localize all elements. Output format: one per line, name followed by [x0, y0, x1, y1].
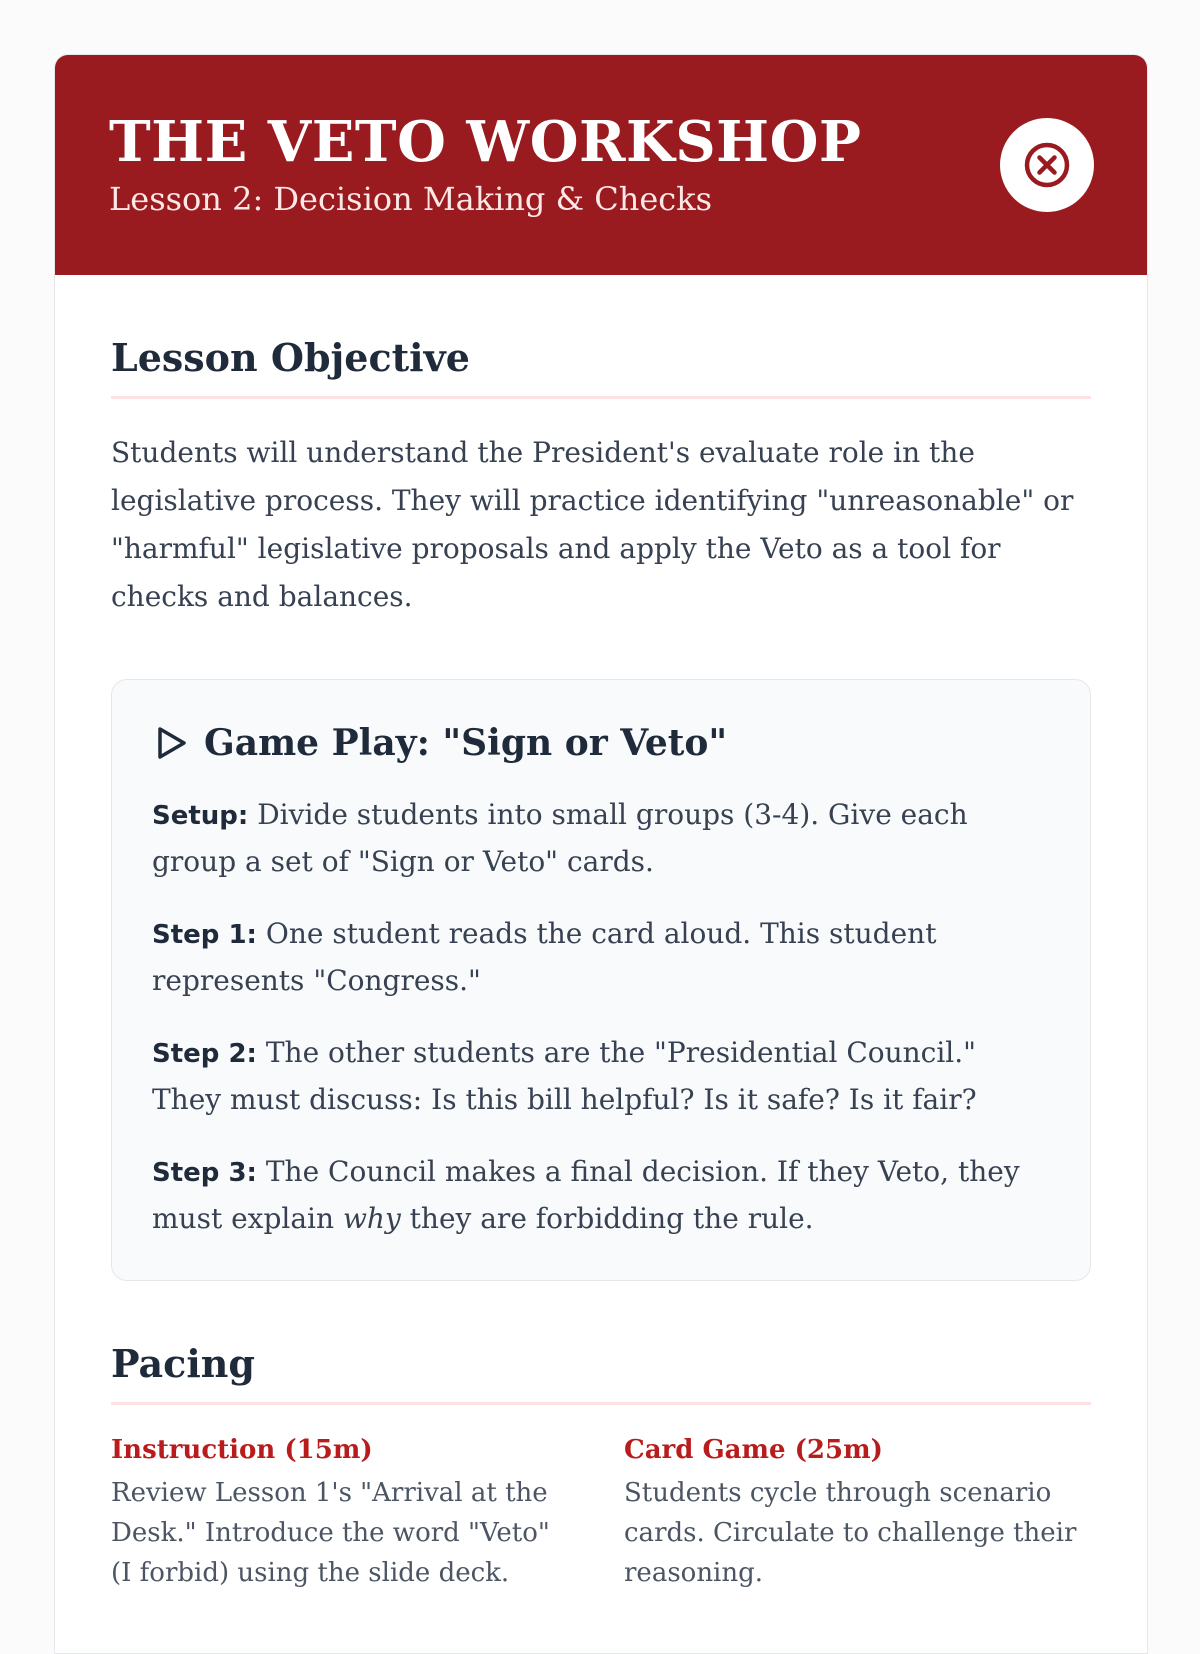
game-play-box: [111, 679, 1091, 1281]
close-circle-icon: [1022, 140, 1072, 190]
game-step-setup: [152, 792, 1050, 885]
lesson-header: [55, 55, 1147, 275]
step-label: Setup:: [152, 801, 249, 831]
pacing-heading: Card Game (25m): [624, 1435, 883, 1465]
pacing-grid: [111, 1435, 1091, 1593]
pacing-text: Review Lesson 1's "Arrival at the Desk." Introduce the word "Veto" (I forbid) using the slide deck.: [111, 1478, 550, 1588]
step-label: Step 2:: [152, 1039, 257, 1069]
game-step-3: [152, 1149, 1050, 1242]
pacing-item-instruction: [111, 1435, 578, 1593]
game-step-1: [152, 911, 1050, 1004]
game-heading: [152, 722, 1050, 764]
step-text: The other students are the "Presidential Council." They must discuss: Is this bill helpful? Is it safe? Is it fair?: [152, 1036, 977, 1116]
play-icon: [152, 724, 190, 762]
lesson-subtitle: Lesson 2: Decision Making & Checks: [109, 179, 712, 218]
step-text: Divide students into small groups (3-4). Give each group a set of "Sign or Veto" cards.: [152, 798, 968, 878]
lesson-title: THE VETO WORKSHOP: [109, 109, 862, 175]
pacing-text: Students cycle through scenario cards. Circulate to challenge their reasoning.: [624, 1478, 1077, 1588]
step-text-before: The Council makes a final decision. If they Veto, they must explain: [152, 1155, 1020, 1235]
objective-section: [111, 335, 1091, 621]
step-text-after: they are forbidding the rule.: [400, 1202, 814, 1235]
pacing-heading: Instruction (15m): [111, 1435, 373, 1465]
game-title: Game Play: "Sign or Veto": [204, 722, 728, 764]
objective-text: Students will understand the President's evaluate role in the legislative process. They will practice identifying "unreasonable" or "harmful" legislative proposals and apply the Veto as a tool for checks and balances.: [111, 436, 1074, 613]
close-button[interactable]: [1000, 118, 1094, 212]
step-label: Step 3:: [152, 1158, 257, 1188]
lesson-content: [55, 275, 1147, 1593]
objective-title: Lesson Objective: [111, 335, 1091, 399]
lesson-card: [54, 54, 1148, 1654]
step-text: One student reads the card aloud. This student represents "Congress.": [152, 917, 937, 997]
step-text-emphasis: why: [342, 1202, 401, 1235]
step-label: Step 1:: [152, 920, 257, 950]
pacing-item-card-game: [624, 1435, 1091, 1593]
pacing-section: [111, 1341, 1091, 1593]
pacing-title: Pacing: [111, 1341, 1091, 1405]
game-step-2: [152, 1030, 1050, 1123]
